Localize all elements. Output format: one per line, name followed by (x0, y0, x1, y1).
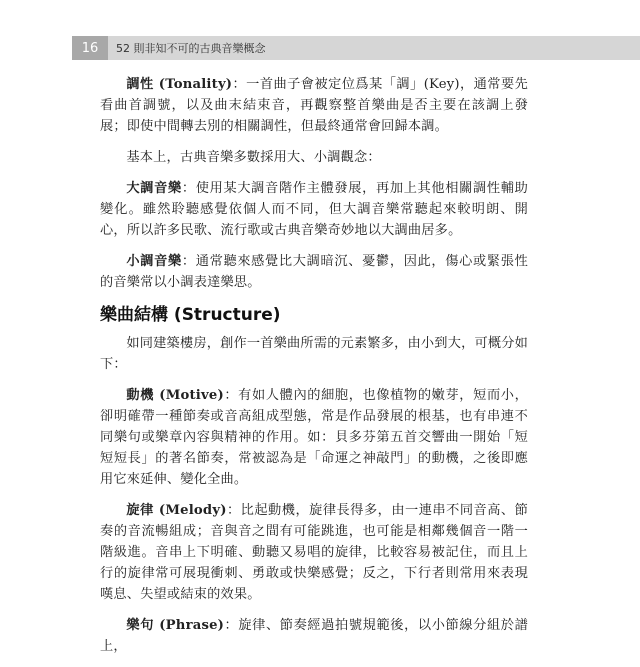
tonality-term: 調性 (Tonality) (126, 77, 233, 92)
major-paragraph (100, 178, 528, 241)
tonality-text: ：一首曲子會被定位爲某「調」(Key)，通常要先看曲首調號，以及曲末結束音，再觀察整首樂曲是否主要在該調上發展；即使中間轉去別的相關調性，但最終通常會回歸本調。 (100, 77, 529, 134)
minor-term: 小調音樂 (126, 254, 182, 269)
melody-term: 旋律 (Melody) (126, 503, 227, 518)
major-text: ：使用某大調音階作主體發展，再加上其他相關調性輔助變化。雖然聆聽感覺依個人而不同，但大調音樂常聽起來較明朗、開心，所以許多民歌、流行歌或古典音樂奇妙地以大調曲居多。 (100, 181, 528, 238)
major-term: 大調音樂 (126, 181, 182, 196)
phrase-term: 樂句 (Phrase) (126, 618, 225, 633)
melody-paragraph (100, 500, 528, 605)
book-title: 52 則非知不可的古典音樂概念 (116, 42, 266, 55)
tonality-paragraph (100, 74, 528, 137)
melody-text: ：比起動機，旋律長得多，由一連串不同音高、節奏的音流暢組成；音與音之間有可能跳進，也可能是相鄰幾個音一階一階級進。音串上下明確、動聽又易唱的旋律，比較容易被記住，而且上行的旋律常可展現衝刺、勇敢或快樂感覺；反之，下行者則常用來表現嘆息、失望或結束的效果。 (100, 503, 528, 602)
motive-term: 動機 (Motive) (126, 388, 224, 403)
page-number: 16 (72, 36, 108, 60)
phrase-text: ：旋律、節奏經過拍號規範後，以小節線分組於譜上， (100, 618, 528, 654)
minor-text: ：通常聽來感覺比大調暗沉、憂鬱，因此，傷心或緊張性的音樂常以小調表達樂思。 (100, 254, 528, 290)
intro-paragraph (100, 147, 528, 168)
structure-intro-paragraph (100, 333, 528, 375)
intro-text: 基本上，古典音樂多數採用大、小調觀念： (126, 150, 381, 165)
motive-text: ：有如人體內的細胞，也像植物的嫩芽，短而小，卻明確帶一種節奏或音高組成型態，常是作品發展的根基，也有串連不同樂句或樂章內容與精神的作用。如：貝多芬第五首交響曲一開始「短短短長」的著名節奏，常被認為是「命運之神敲門」的動機，之後即應用它來延伸、變化全曲。 (100, 388, 528, 487)
minor-paragraph (100, 251, 528, 293)
motive-paragraph (100, 385, 528, 490)
page-header (72, 36, 640, 60)
page-content (100, 74, 528, 667)
section-title: 樂曲結構 (Structure) (100, 305, 281, 325)
structure-intro-text: 如同建築樓房，創作一首樂曲所需的元素繁多，由小到大，可概分如下： (100, 336, 529, 372)
phrase-paragraph (100, 615, 528, 657)
